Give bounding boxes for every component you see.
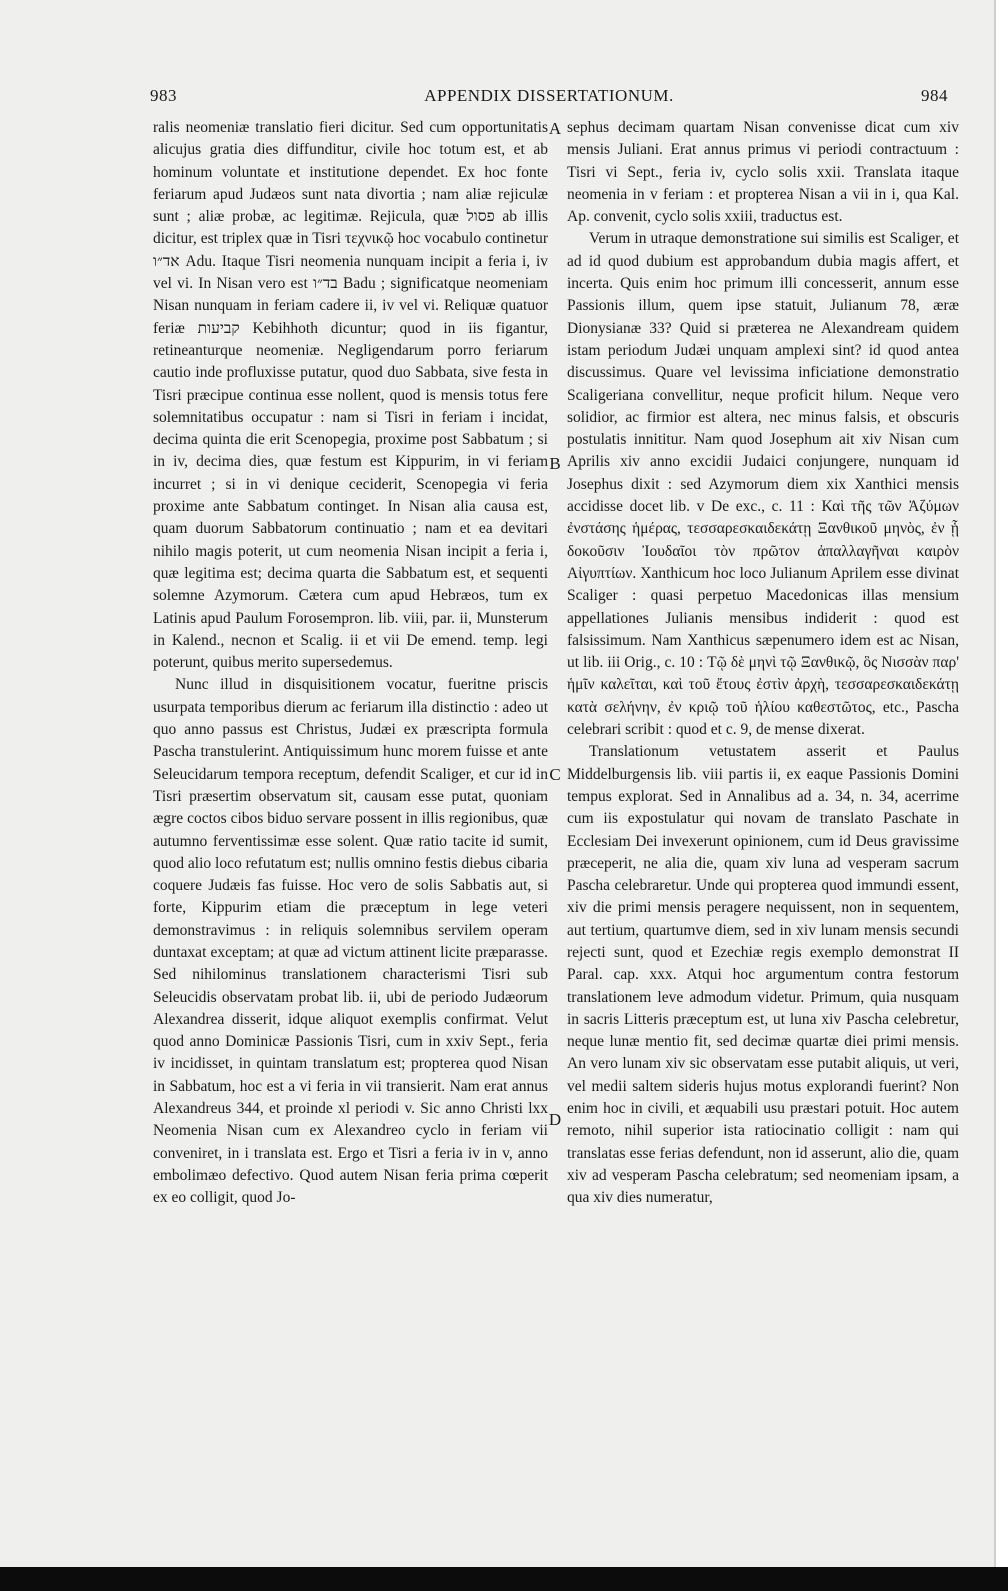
scan-border xyxy=(0,1567,1008,1591)
section-marker-b: B xyxy=(549,454,561,473)
section-marker-a: A xyxy=(548,119,562,138)
right-column xyxy=(567,117,959,1210)
right-paragraph-1: sephus decimam quartam Nisan convenisse dicat cum xiv mensis Juliani. Erat annus primus vi periodi contractuum : Tisri vi Sept., feria iv, cyclo solis xxii. Translata itaque neomenia in v feriam : et propterea Nisan a vii in i, qua Kal. Ap. convenit, cyclo solis xxiii, traductus est. xyxy=(567,119,959,226)
left-column xyxy=(153,117,548,1210)
left-paragraph-1: ralis neomeniæ translatio fieri dicitur. Sed cum opportunitatis alicujus gratia dies diffunditur, civile hoc totum est, et ab hominum voluntate et institutione dependet. Ex hoc fonte feriarum apud Judæos sunt nata divortia ; nam aliæ rejiculæ sunt ; aliæ probæ, ac legitimæ. Rejicula, quæ פסול ab illis dicitur, est triplex quæ in Tisri τεχνικῷ hoc vocabulo continetur אד״ו Adu. Itaque Tisri neomenia nunquam incipit a feria i, iv vel vi. In Nisan vero est בד״ו Badu ; significatque neomeniam Nisan nunquam in feriam cadere ii, iv vel vi. Reliquæ quatuor feriæ קביעות Kebihhoth dicuntur; quod in iis figantur, retineanturque neomeniæ. Negligendarum porro feriarum cautio inde profluxisse putatur, quod duo Sabbata, sive festa in Tisri præcipue continua esse nollent, quod is mensis totus fere solemnitatibus occupatur : nam si Tisri in feriam i incidat, decima quinta die erit Scenopegia, proxime post Sabbatum ; si in iv, decima dies, quæ festum est Kippurim, in vi feriam incurret ; si in vi denique ceciderit, Scenopegia vi feria proxime ante Sabbatum continget. In Nisan alia causa est, quam duorum Sabbatorum continuatio ; nam et ea devitari nihilo magis poterit, ut cum neomenia Nisan incipit a feria i, quæ legitima est; decima quarta die Sabbatum est, et sequenti solemne Azymorum. Cætera cum apud Hebræos, tum ex Latinis apud Paulum Forosempron. lib. viii, par. ii, Munsterum in Kalend., necnon et Scalig. ii et vii De emend. temp. legi poterunt, quibus merito supersedemus. xyxy=(153,119,549,672)
section-marker-c: C xyxy=(549,765,561,784)
left-paragraph-2: Nunc illud in disquisitionem vocatur, fueritne priscis usurpata temporibus dierum ac feriarum illa distinctio : adeo ut quo anno passus est Christus, Judæi ex præscripta formula Pascha transtulerint. Antiquissimum hunc morem fuisse et ante Seleucidarum tempora receptum, defendit Scaliger, et cur id in Tisri præsertim observatum sit, causam esse putat, quoniam ægre coctos cibos biduo servare possent in illis regionibus, quæ autumno ferventissimæ esse solent. Quæ ratio tacite id sumit, quod alio loco refutatum est; nullis omnino festis diebus cibaria coquere Judæis fas fuisse. Hoc vero de solis Sabbatis aut, si forte, Kippurim etiam die præceptum in lege veteri demonstravimus : in reliquis solemnibus servilem operam duntaxat exceptam; at quæ ad victum attinent licite præparasse. Sed nihilominus translationem characterismi Tisri sub Seleucidis observatam probat lib. ii, ubi de periodo Judæorum Alexandrea disserit, idque aliquot exemplis confirmat. Velut quod anno Dominicæ Passionis Tisri, cum in xxiv Sept., feria iv incidisset, in quintam translatum est; propterea quod Nisan in Sabbatum, hoc est a vi feria in vii transierit. Nam erat annus Alexandreus 344, et proinde xl periodi v. Sic anno Christi lxx Neomenia Nisan cum ex Alexandreo cyclo in feriam vii conveniret, in i translata est. Ergo et Tisri a feria iv in v, anno embolimæo defectivo. Quod autem Nisan feria prima cœperit ex eo colligit, quod Jo- xyxy=(153,676,548,1207)
page-number-left: 983 xyxy=(150,86,177,105)
section-marker-d: D xyxy=(548,1110,562,1129)
right-paragraph-2: Verum in utraque demonstratione sui similis est Scaliger, et ad id quod dubium est approbandum dubia magis affert, et incerta. Quis enim hoc primum illi concesserit, annum esse Passionis illum, quem ipse statuit, Julianum 78, æræ Dionysianæ 33? Quid si præterea ne Alexandream quidem istam periodum Judæi unquam amplexi sint? id quod antea discussimus. Quare vel levissima inficiatione demonstratio Scaligeriana convellitur, neque proficit hilum. Neque vero solidior, ac firmior est altera, nec minus falsis, et obscuris postulatis innititur. Nam quod Josephum ait xiv Nisan cum Aprilis xiv anno excidii Judaici conjungere, nunquam id Josephus dixit : sed Azymorum diem xix Xanthici mensis accidisse docet lib. v De exc., c. 11 : Καὶ τῆς τῶν Ἀζύμων ἐνστάσης ἡμέρας, τεσσαρεσκαιδεκάτῃ Ξανθικοῦ μηνὸς, ἐν ᾗ δοκοῦσιν Ἰουδαῖοι τὸν πρῶτον ἀπαλλαγῆναι καιρὸν Αἰγυπτίων. Xanthicum hoc loco Julianum Aprilem esse divinat Scaliger : quasi perpetuo Macedonicas illas mensium appellationes Julianis mensibus indiderit : quod est falsissimum. Nam Xanthicus sæpenumero idem est ac Nisan, ut lib. iii Orig., c. 10 : Τῷ δὲ μηνὶ τῷ Ξανθικῷ, ὃς Νισσὰν παρ' ἡμῖν καλεῖται, καὶ τοῦ ἔτους ἐστὶν ἀρχὴ, τεσσαρεσκαιδεκάτῃ κατὰ σελήνην, ἐν κριῷ τοῦ ἡλίου καθεστῶτος, etc., Pascha celebrari scribit : quod et c. 9, de mense dixerat. xyxy=(567,230,959,739)
running-title: APPENDIX DISSERTATIONUM. xyxy=(424,86,674,105)
page-header xyxy=(150,86,948,110)
right-paragraph-3: Translationum vetustatem asserit et Paulus Middelburgensis lib. viii partis ii, ex eaque Passionis Domini tempus explorat. Sed in Annalibus ad a. 34, n. 34, acerrime cum iis expostulatur qui novam de translato Paschate in Ecclesiam Dei invexerunt opinionem, cum id Deus gravissime præceperit, ne alia die, quam xiv luna ad vesperam sacrum Pascha celebraretur. Unde qui propterea quod immundi essent, xiv die primi mensis peragere nequissent, non in sequentem, aut tertium, quartumve diem, sed in xiv lunam mensis secundi rejecti sunt, quod et Ezechiæ regis exemplo demonstrat II Paral. cap. xxx. Atqui hoc argumentum contra festorum translationem leve admodum videtur. Primum, quia nusquam in sacris Litteris præceptum est, ut luna xiv Pascha celebretur, neque lunæ mentio fit, sed decimæ quartæ diei primi mensis. An vero lunam xiv sic observatam esse putabit aliquis, ut veri, vel medii saltem sideris hujus motus explorandi fuerint? Non enim hoc in civili, et æquabili usu præstari potuit. Hoc autem remoto, nihil superior ista ratiocinatio colligit : nam qui translatas esse ferias defendunt, non id asserunt, alio die, quam xiv ad vesperam Pascha celebratum; sed neomeniam ipsam, a qua xiv dies numeratur, xyxy=(567,743,959,1207)
page-number-right: 984 xyxy=(921,86,948,105)
